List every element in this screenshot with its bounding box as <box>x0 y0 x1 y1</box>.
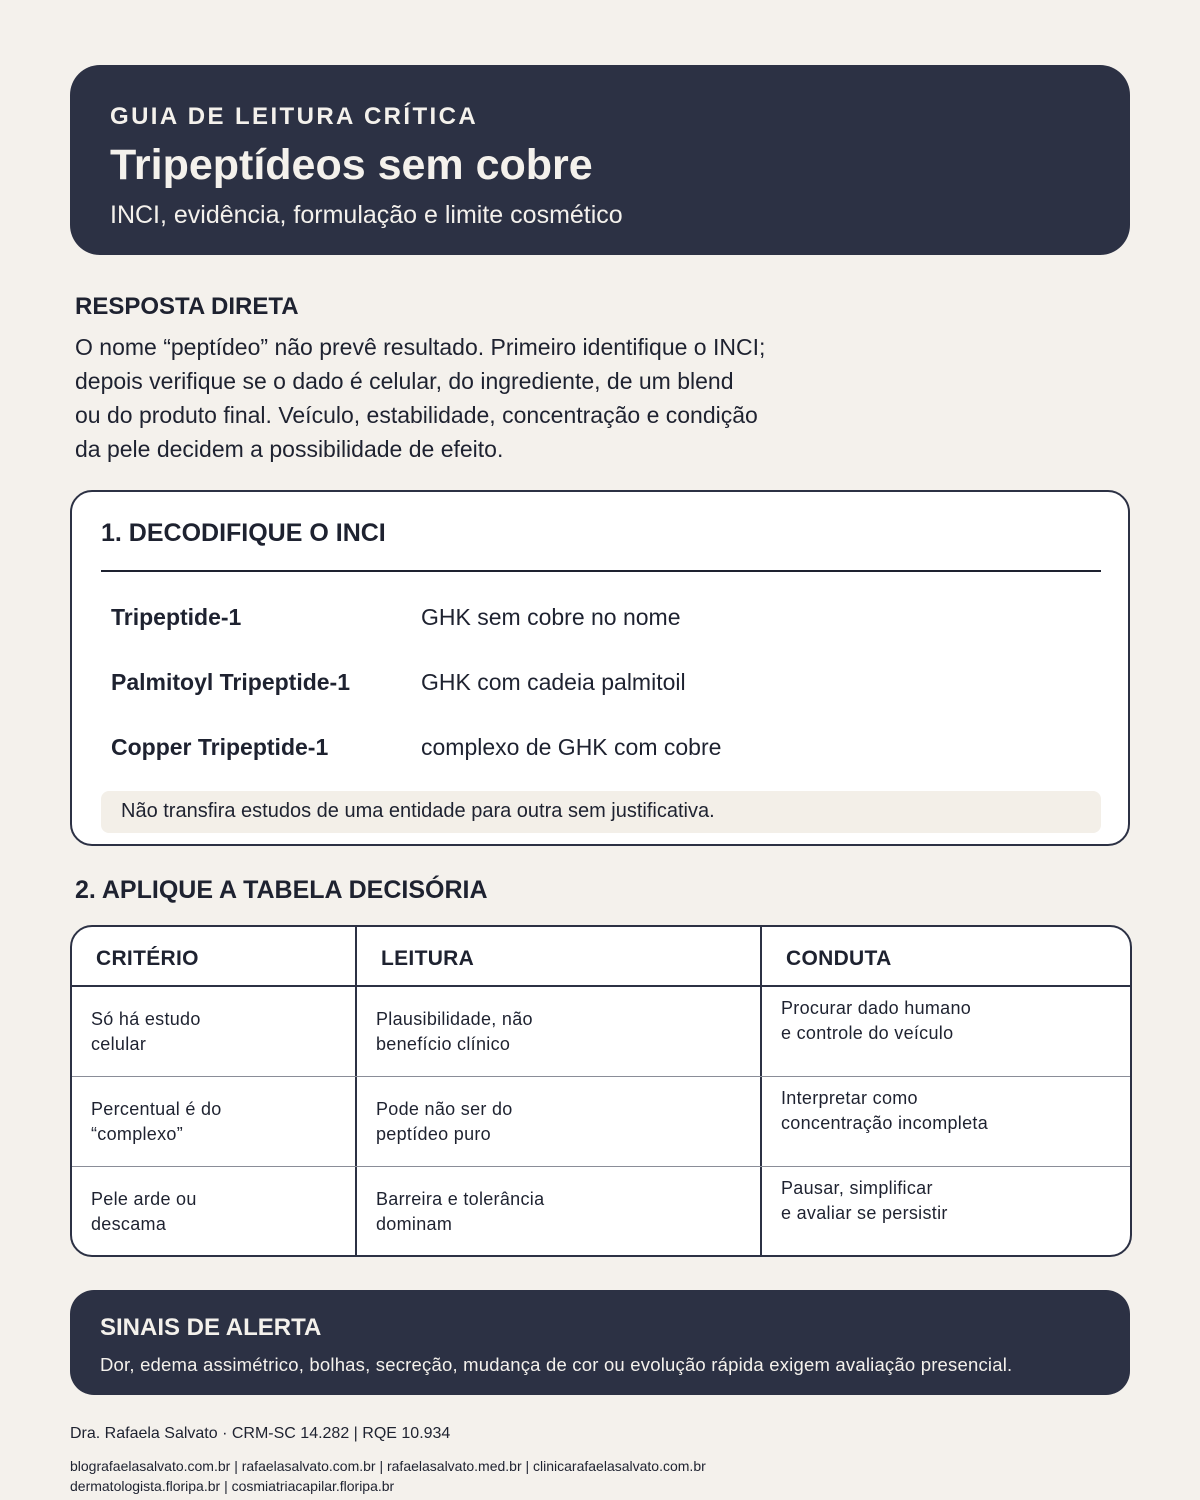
column-divider <box>760 927 762 1255</box>
header-divider <box>72 985 1130 987</box>
answer-heading: RESPOSTA DIRETA <box>75 293 299 320</box>
inci-term: Tripeptide-1 <box>111 604 242 630</box>
answer-body <box>75 330 805 466</box>
answer-line: O nome “peptídeo” não prevê resultado. Primeiro identifique o INCI; <box>75 334 766 360</box>
table-cell <box>762 987 1130 1076</box>
alert-text: Dor, edema assimétrico, bolhas, secreção, mudança de cor ou evolução rápida exigem avaliação presencial. <box>100 1354 1013 1375</box>
cell-line: Pele arde ou <box>91 1189 197 1209</box>
answer-line: ou do produto final. Veículo, estabilidade, concentração e condição <box>75 402 758 428</box>
cell-line: Procurar dado humano <box>781 998 972 1018</box>
cell-line: Pode não ser do <box>376 1099 513 1119</box>
row-divider <box>72 1076 1130 1077</box>
cell-line: Plausibilidade, não <box>376 1009 533 1029</box>
table-cell <box>72 1077 357 1166</box>
table-cell <box>357 1167 762 1255</box>
table-header-cell <box>72 927 357 985</box>
cell-line: benefício clínico <box>376 1034 511 1054</box>
footer-author: Dra. Rafaela Salvato · CRM-SC 14.282 | RQE 10.934 <box>70 1425 451 1442</box>
header-banner <box>70 65 1130 255</box>
table-cell <box>72 1167 357 1255</box>
header-criterio: CRITÉRIO <box>96 947 199 970</box>
inci-term: Palmitoyl Tripeptide-1 <box>111 669 350 695</box>
cell-line: Percentual é do <box>91 1099 222 1119</box>
cell-line: Interpretar como <box>781 1088 918 1108</box>
header-kicker: GUIA DE LEITURA CRÍTICA <box>110 103 479 130</box>
answer-line: depois verifique se o dado é celular, do ingrediente, de um blend <box>75 368 734 394</box>
table-header-cell <box>357 927 762 985</box>
footer-link-line: blografaelasalvato.com.br | rafaelasalvato.com.br | rafaelasalvato.med.br | clinicarafaelasalvato.com.br <box>70 1458 706 1474</box>
cell-line: Só há estudo <box>91 1009 201 1029</box>
cell-line: dominam <box>376 1214 453 1234</box>
cell-line: Barreira e tolerância <box>376 1189 545 1209</box>
inci-note <box>101 791 1101 833</box>
table-cell <box>762 1167 1130 1255</box>
cell-line: e avaliar se persistir <box>781 1203 948 1223</box>
page-title: Tripeptídeos sem cobre <box>110 141 593 189</box>
table-header-cell <box>762 927 1130 985</box>
inci-card <box>70 490 1130 846</box>
column-divider <box>355 927 357 1255</box>
answer-line: da pele decidem a possibilidade de efeito. <box>75 436 504 462</box>
cell-line: peptídeo puro <box>376 1124 491 1144</box>
cell-line: e controle do veículo <box>781 1023 954 1043</box>
inci-title: 1. DECODIFIQUE O INCI <box>101 519 386 547</box>
row-divider <box>72 1166 1130 1167</box>
decision-table <box>70 925 1132 1257</box>
table-cell <box>72 987 357 1076</box>
cell-line: celular <box>91 1034 147 1054</box>
page-subtitle: INCI, evidência, formulação e limite cosmético <box>110 201 623 229</box>
alert-banner <box>70 1290 1130 1395</box>
divider <box>101 570 1101 572</box>
table-cell <box>357 987 762 1076</box>
header-leitura: LEITURA <box>381 947 475 970</box>
table-cell <box>357 1077 762 1166</box>
footer-link-line: dermatologista.floripa.br | cosmiatriacapilar.floripa.br <box>70 1478 395 1494</box>
cell-line: “complexo” <box>91 1124 184 1144</box>
footer-links <box>70 1456 706 1496</box>
inci-desc: GHK sem cobre no nome <box>421 604 681 630</box>
cell-line: concentração incompleta <box>781 1113 989 1133</box>
inci-term: Copper Tripeptide-1 <box>111 734 329 760</box>
header-conduta: CONDUTA <box>786 947 892 970</box>
cell-line: Pausar, simplificar <box>781 1178 933 1198</box>
decision-table-heading: 2. APLIQUE A TABELA DECISÓRIA <box>75 876 488 904</box>
inci-desc: GHK com cadeia palmitoil <box>421 669 686 695</box>
inci-desc: complexo de GHK com cobre <box>421 734 722 760</box>
cell-line: descama <box>91 1214 167 1234</box>
inci-note-text: Não transfira estudos de uma entidade para outra sem justificativa. <box>121 800 715 822</box>
alert-title: SINAIS DE ALERTA <box>100 1314 322 1341</box>
table-cell <box>762 1077 1130 1166</box>
